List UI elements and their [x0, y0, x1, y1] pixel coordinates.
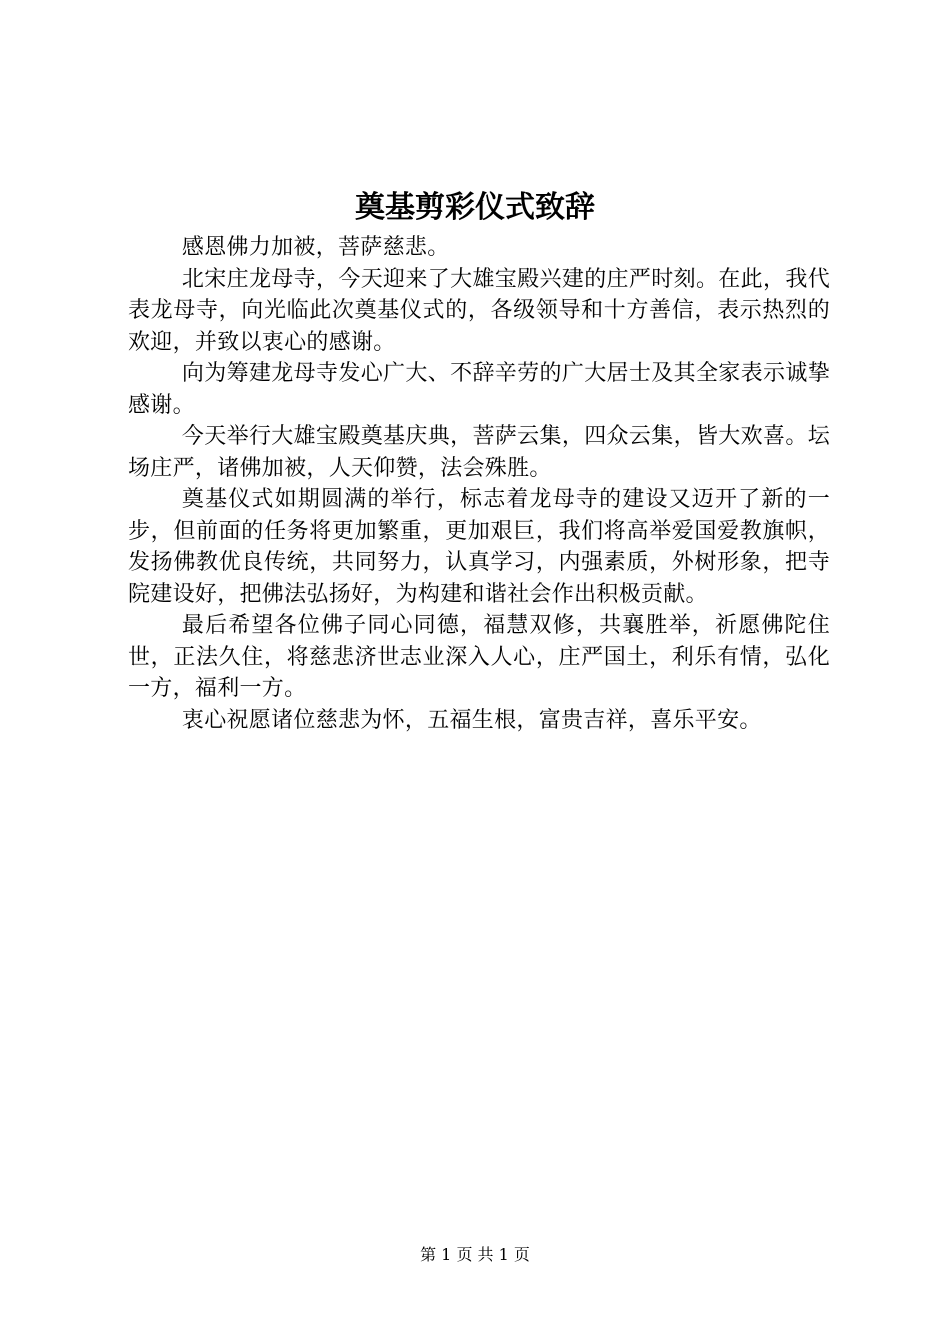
paragraph-7: 衷心祝愿诸位慈悲为怀，五福生根，富贵吉祥，喜乐平安。: [181, 707, 762, 733]
page-footer: 第 1 页 共 1 页: [420, 1245, 530, 1264]
document-title: 奠基剪彩仪式致辞: [355, 190, 595, 225]
paragraph-5: 奠基仪式如期圆满的举行，标志着龙母寺的建设又迈开了新的一步，但前面的任务将更加繁重，更加艰巨，我们将高举爱国爱教旗帜，发扬佛教优良传统，共同努力，认真学习，内强素质，外树形象，把寺院建设好，把佛法弘扬好，为构建和谐社会作出积极贡献。: [128, 487, 830, 607]
paragraph-4: 今天举行大雄宝殿奠基庆典，菩萨云集，四众云集，皆大欢喜。坛场庄严，诸佛加被，人天仰赞，法会殊胜。: [128, 424, 830, 481]
paragraph-2: 北宋庄龙母寺，今天迎来了大雄宝殿兴建的庄严时刻。在此，我代表龙母寺，向光临此次奠基仪式的，各级领导和十方善信，表示热烈的欢迎，并致以衷心的感谢。: [128, 266, 830, 355]
paragraph-3: 向为筹建龙母寺发心广大、不辞辛劳的广大居士及其全家表示诚挚感谢。: [128, 361, 830, 418]
paragraph-1: 感恩佛力加被，菩萨慈悲。: [181, 235, 450, 260]
paragraph-6: 最后希望各位佛子同心同德，福慧双修，共襄胜举，祈愿佛陀住世，正法久住，将慈悲济世志业深入人心，庄严国土，利乐有情，弘化一方，福利一方。: [128, 613, 830, 701]
document-body: [128, 232, 830, 736]
